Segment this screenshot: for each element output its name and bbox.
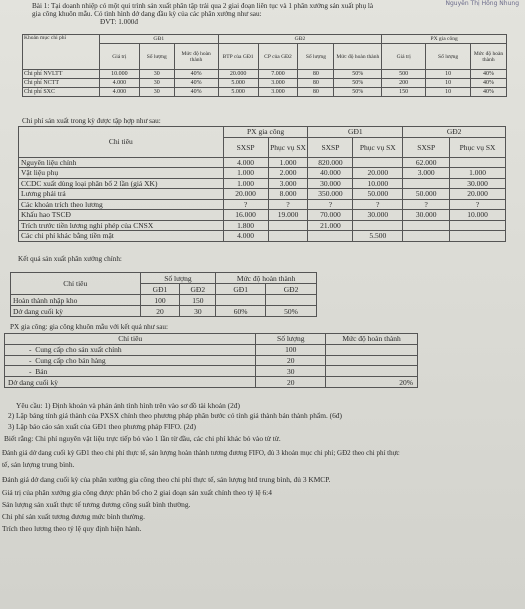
subheader: Số lượng: [426, 44, 471, 70]
table-cell: 4.000: [99, 88, 139, 97]
opening-wip-table: [22, 34, 507, 97]
period-costs-table: [18, 126, 506, 242]
subheader: GĐ1: [140, 284, 180, 295]
note-4: Đánh giá dở dang cuối kỳ của phân xưởng gia công theo chi phí thực tế, sản lượng htđ trung bình, đủ 3 KMCP.: [2, 475, 331, 484]
table-cell: [216, 295, 266, 306]
table-cell: 1.000: [268, 157, 308, 168]
table-cell: 3.000: [258, 88, 298, 97]
header-gd1: GĐ1: [99, 35, 218, 44]
table-row: [19, 210, 506, 221]
bullet-dash: -: [29, 345, 36, 355]
section-label-results: Kết quả sản xuất phân xưởng chính:: [18, 255, 122, 263]
table-cell: 20.000: [218, 70, 258, 79]
requirement-1: Yêu cầu: 1) Định khoản và phản ánh tình hình trên vào sơ đồ tài khoản (2đ): [16, 401, 240, 410]
handwritten-corner-note: Nguyễn Thị Hồng Nhung: [445, 0, 519, 7]
table-row: [5, 355, 418, 366]
header-gd2: GĐ2: [218, 35, 382, 44]
table-cell: 30: [180, 306, 216, 317]
table-cell: 10: [426, 70, 471, 79]
table-cell: [450, 157, 506, 168]
table-cell: Vật liệu phụ: [19, 168, 224, 179]
header-px-gia-cong: PX gia công: [382, 35, 507, 44]
subheader: Số lượng: [298, 44, 334, 70]
subheader: BTP của GĐ1: [218, 44, 258, 70]
table-cell: ?: [308, 199, 353, 210]
table-cell: 30: [139, 88, 174, 97]
header-gd1: GĐ1: [308, 127, 403, 138]
table-cell: 4.000: [99, 79, 139, 88]
header-muc-do: Mức độ hoàn thành: [216, 273, 317, 284]
table-row: [23, 88, 507, 97]
table-cell-text: Bán: [35, 366, 48, 376]
table-cell: 20.000: [450, 189, 506, 200]
table-cell: CCDC xuất dùng loại phân bổ 2 lần (giá XK): [19, 178, 224, 189]
table-cell: 80: [298, 79, 334, 88]
note-8: Trích theo lương theo tỷ lệ quy định hiện hành.: [2, 524, 142, 533]
table-row: [19, 231, 506, 242]
subheader: GĐ1: [216, 284, 266, 295]
subheader: SXSP: [223, 137, 268, 157]
table-cell: Nguyên liệu chính: [19, 157, 224, 168]
table-cell: 100: [140, 295, 180, 306]
table-cell: Lương phải trả: [19, 189, 224, 200]
table-cell: [326, 344, 418, 355]
note-5: Giá trị của phân xưởng gia công được phân bổ cho 2 giai đoạn sản xuất chính theo tỷ lệ 6:4: [2, 488, 272, 497]
table-cell: 3.000: [268, 178, 308, 189]
subheader: Mức độ hoàn thành: [174, 44, 218, 70]
table-cell: ?: [403, 199, 450, 210]
table-cell: Khấu hao TSCĐ: [19, 210, 224, 221]
table-cell: 2.000: [268, 168, 308, 179]
table-cell: 1.000: [450, 168, 506, 179]
table-cell: 50.000: [403, 189, 450, 200]
table-cell: 200: [382, 79, 426, 88]
table-cell: 30.000: [353, 210, 403, 221]
table-cell: 4.000: [223, 231, 268, 242]
table-cell: 30: [139, 70, 174, 79]
table-cell: 30.000: [403, 210, 450, 221]
table-cell: [353, 220, 403, 231]
table-row: [19, 157, 506, 168]
table-cell: [326, 355, 418, 366]
bullet-dash: -: [29, 366, 36, 376]
table-cell: Các khoản trích theo lương: [19, 199, 224, 210]
table-cell: 30.000: [450, 178, 506, 189]
table-cell: [353, 157, 403, 168]
header-cost-item: Khoản mục chi phí: [23, 35, 100, 70]
subheader: Phục vụ SX: [353, 137, 403, 157]
table-row: [19, 220, 506, 231]
table-cell: [450, 220, 506, 231]
table-cell: Chi phí NVLTT: [23, 70, 100, 79]
section-label-px-gia-cong: PX gia công: gia công khuôn mẫu với kết quả như sau:: [10, 323, 169, 331]
table-cell: 3.000: [258, 79, 298, 88]
table-cell: 5.000: [218, 79, 258, 88]
table-row: [19, 168, 506, 179]
table-cell: 350.000: [308, 189, 353, 200]
table-cell: 40%: [174, 88, 218, 97]
table-cell: [308, 231, 353, 242]
note-6: Sản lượng sản xuất thực tế tương đương công suất bình thường.: [2, 500, 191, 509]
table-cell: Dở dang cuối kỳ: [5, 377, 256, 388]
subheader: GĐ2: [266, 284, 317, 295]
table-cell: 10.000: [450, 210, 506, 221]
table-row: [5, 344, 418, 355]
table-cell: 40%: [174, 70, 218, 79]
table-cell: 150: [180, 295, 216, 306]
subheader: Mức độ hoàn thành: [334, 44, 382, 70]
unit-label: ĐVT: 1.000đ: [100, 18, 138, 26]
table-row: [19, 199, 506, 210]
table-row: [23, 70, 507, 79]
table-cell: 20: [256, 355, 326, 366]
subheader: Phục vụ SX: [450, 137, 506, 157]
note-3: tế, sản lượng trung bình.: [2, 460, 75, 469]
table-cell: 5.000: [218, 88, 258, 97]
table-cell: 80: [298, 70, 334, 79]
table-cell: Trích trước tiền lương nghỉ phép của CNSX: [19, 220, 224, 231]
note-1: Biết rằng: Chi phí nguyên vật liệu trực tiếp bỏ vào 1 lần từ đầu, các chi phí khác bỏ vào từ từ.: [4, 434, 281, 443]
table-cell: 10: [426, 79, 471, 88]
table-cell: 40%: [471, 79, 507, 88]
table-cell: ?: [450, 199, 506, 210]
table-cell: [403, 178, 450, 189]
table-cell: [326, 366, 418, 377]
table-cell: Chi phí SXC: [23, 88, 100, 97]
table-cell: Chi phí NCTT: [23, 79, 100, 88]
header-so-luong: Số lượng: [256, 334, 326, 345]
table-cell: Hoàn thành nhập kho: [11, 295, 141, 306]
table-cell: 19.000: [268, 210, 308, 221]
table-cell: 20%: [326, 377, 418, 388]
table-cell: 8.000: [268, 189, 308, 200]
note-7: Chi phí sản xuất tương đương mức bình thường.: [2, 512, 145, 521]
table-cell: 40%: [471, 88, 507, 97]
header-so-luong: Số lượng: [140, 273, 216, 284]
table-row: [5, 366, 418, 377]
table-cell: 60%: [216, 306, 266, 317]
table-cell: 150: [382, 88, 426, 97]
table-cell: 50.000: [353, 189, 403, 200]
table-cell-text: Cung cấp cho bán hàng: [35, 355, 106, 365]
table-cell: Dở dang cuối kỳ: [11, 306, 141, 317]
table-cell: ?: [223, 199, 268, 210]
table-cell: 10: [426, 88, 471, 97]
subheader: Mức độ hoàn thành: [471, 44, 507, 70]
note-2: Đánh giá dở dang cuối kỳ GĐ1 theo chi phí thực tế, sản lượng hoàn thành tương đương FIFO, đủ 3 khoản mục chi phí; GĐ2 theo chi phí thực: [2, 449, 400, 457]
table-cell: 20.000: [223, 189, 268, 200]
table-cell: 7.000: [258, 70, 298, 79]
table-cell: 21.000: [308, 220, 353, 231]
table-cell: 40%: [174, 79, 218, 88]
intro-line-2: gia công khuôn mẫu. Có tình hình dở dang đầu kỳ của các phân xưởng như sau:: [32, 10, 262, 18]
table-cell: 30: [256, 366, 326, 377]
table-cell: 40%: [471, 70, 507, 79]
table-cell: 16.000: [223, 210, 268, 221]
table-row: [23, 79, 507, 88]
requirement-3: 3) Lập báo cáo sản xuất của GĐ1 theo phương pháp FIFO. (2đ): [8, 422, 196, 431]
header-chi-tieu: Chi tiêu: [19, 127, 224, 158]
table-row: [11, 295, 317, 306]
table-cell: 30: [139, 79, 174, 88]
table-cell: 50%: [334, 79, 382, 88]
table-cell: 4.000: [223, 157, 268, 168]
table-row: [5, 377, 418, 388]
table-cell: 1.800: [223, 220, 268, 231]
table-cell: 500: [382, 70, 426, 79]
header-muc-do: Mức độ hoàn thành: [326, 334, 418, 345]
bullet-dash: -: [29, 355, 36, 365]
section-label-costs: Chi phí sản xuất trong kỳ được tập hợp như sau:: [22, 117, 161, 125]
subheader: SXSP: [308, 137, 353, 157]
subheader: Giá trị: [382, 44, 426, 70]
table-cell: [266, 295, 317, 306]
table-cell: 5.500: [353, 231, 403, 242]
table-cell: [5, 344, 256, 355]
table-cell: ?: [353, 199, 403, 210]
subheader: CP của GĐ2: [258, 44, 298, 70]
table-cell: 62.000: [403, 157, 450, 168]
header-chi-tieu: Chỉ tiêu: [5, 334, 256, 345]
table-cell: [5, 366, 256, 377]
subheader: SXSP: [403, 137, 450, 157]
subheader: Số lượng: [139, 44, 174, 70]
table-cell: 1.000: [223, 178, 268, 189]
subheader: GĐ2: [180, 284, 216, 295]
mold-workshop-table: [4, 333, 418, 388]
table-cell: 20: [140, 306, 180, 317]
table-cell: ?: [268, 199, 308, 210]
table-cell: 820.000: [308, 157, 353, 168]
table-cell: 10.000: [99, 70, 139, 79]
table-cell: 50%: [334, 88, 382, 97]
table-cell: 3.000: [403, 168, 450, 179]
table-cell: [403, 220, 450, 231]
requirement-2: 2) Lập bảng tính giá thành của PXSX chính theo phương pháp phân bước có tính giá thành bán thành phẩm. (6đ): [8, 411, 342, 420]
table-cell: [268, 220, 308, 231]
table-row: [11, 306, 317, 317]
table-cell: 40.000: [308, 168, 353, 179]
table-cell: 20: [256, 377, 326, 388]
subheader: Giá trị: [99, 44, 139, 70]
table-cell: 50%: [334, 70, 382, 79]
table-row: [19, 178, 506, 189]
production-results-table: [10, 272, 317, 317]
table-cell: 100: [256, 344, 326, 355]
table-cell: [450, 231, 506, 242]
table-cell: 30.000: [308, 178, 353, 189]
subheader: Phục vụ SX: [268, 137, 308, 157]
table-cell: [403, 231, 450, 242]
table-cell-text: Cung cấp cho sản xuất chính: [35, 345, 122, 355]
header-px-gia-cong: PX gia công: [223, 127, 308, 138]
table-cell: 20.000: [353, 168, 403, 179]
table-cell: [268, 231, 308, 242]
table-cell: 1.000: [223, 168, 268, 179]
table-cell: 10.000: [353, 178, 403, 189]
table-cell: Các chi phí khác bằng tiền mặt: [19, 231, 224, 242]
table-cell: 70.000: [308, 210, 353, 221]
header-gd2: GĐ2: [403, 127, 506, 138]
table-cell: [5, 355, 256, 366]
header-chi-tieu: Chỉ tiêu: [11, 273, 141, 295]
table-cell: 80: [298, 88, 334, 97]
table-cell: 50%: [266, 306, 317, 317]
intro-line-1: Bài 1: Tại doanh nhiệp có một qui trình sản xuất phân tập trải qua 2 giai đoạn liên tục và 1 phân xưởng sản xuất phụ là: [32, 2, 374, 10]
table-row: [19, 189, 506, 200]
